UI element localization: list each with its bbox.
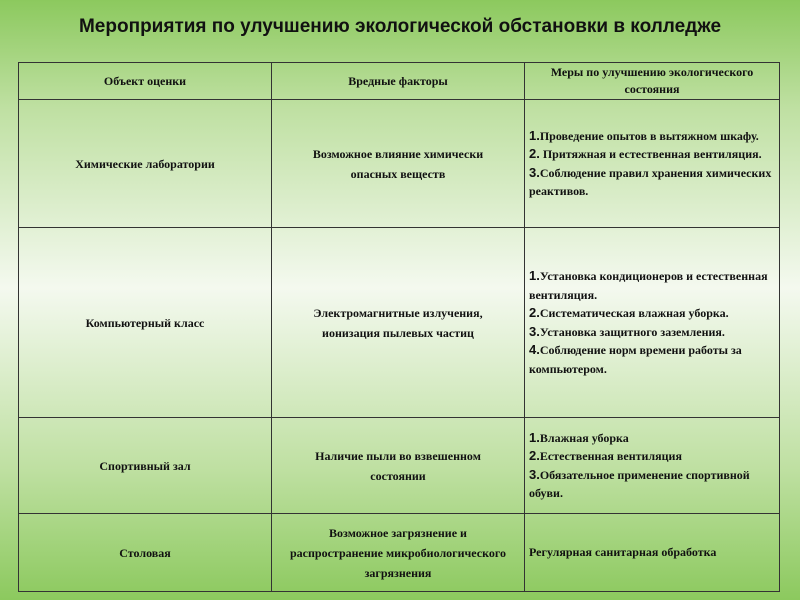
row-factors (272, 228, 525, 418)
row-object: Компьютерный класс (19, 228, 272, 418)
factor-line: Электромагнитные излучения, (313, 305, 483, 320)
row-object: Спортивный зал (19, 418, 272, 514)
factor-line: распространение микробиологического (289, 545, 507, 560)
row-object: Столовая (19, 514, 272, 592)
row-factors (272, 100, 525, 228)
header-factors: Вредные факторы (272, 63, 525, 100)
measures-table (18, 62, 780, 592)
measure-item: 2. Притяжная и естественная вентиляция. (529, 146, 762, 161)
measure-item: 3.Обязательное применение спортивной обуви. (529, 466, 750, 500)
measure-item: 1.Влажная уборка (529, 429, 629, 445)
row-measures: Регулярная санитарная обработка (525, 514, 780, 592)
table-header-row (19, 63, 780, 100)
measure-item: 2.Систематическая влажная уборка. (529, 305, 729, 320)
row-factors (272, 514, 525, 592)
measure-item: 3.Соблюдение правил хранения химических реактивов. (529, 164, 772, 198)
table-row (19, 100, 780, 228)
row-measures (525, 100, 780, 228)
row-object: Химические лаборатории (19, 100, 272, 228)
measure-item: 4.Соблюдение норм времени работы за компьютером. (529, 342, 742, 376)
row-measures (525, 228, 780, 418)
factor-line: загрязнения (364, 565, 432, 580)
factor-line: Наличие пыли во взвешенном (315, 448, 481, 463)
header-object: Объект оценки (19, 63, 272, 100)
factor-line: ионизация пылевых частиц (322, 325, 474, 340)
measure-item: 1.Установка кондиционеров и естественная вентиляция. (529, 268, 768, 302)
measure-item: 3.Установка защитного заземления. (529, 323, 725, 339)
factor-line: Возможное влияние химически (312, 146, 484, 161)
row-factors (272, 418, 525, 514)
measure-item: 2.Естественная вентиляция (529, 448, 682, 463)
header-measures: Меры по улучшению экологического состояния (525, 63, 780, 100)
page-title: Мероприятия по улучшению экологической обстановки в колледже (78, 16, 722, 37)
table-row (19, 514, 780, 592)
row-measures (525, 418, 780, 514)
measure-item: 1.Проведение опытов в вытяжном шкафу. (529, 127, 759, 143)
table-row (19, 418, 780, 514)
factor-line: опасных веществ (350, 166, 446, 181)
table-row (19, 228, 780, 418)
factor-line: Возможное загрязнение и (329, 525, 467, 540)
factor-line: состоянии (370, 468, 426, 483)
